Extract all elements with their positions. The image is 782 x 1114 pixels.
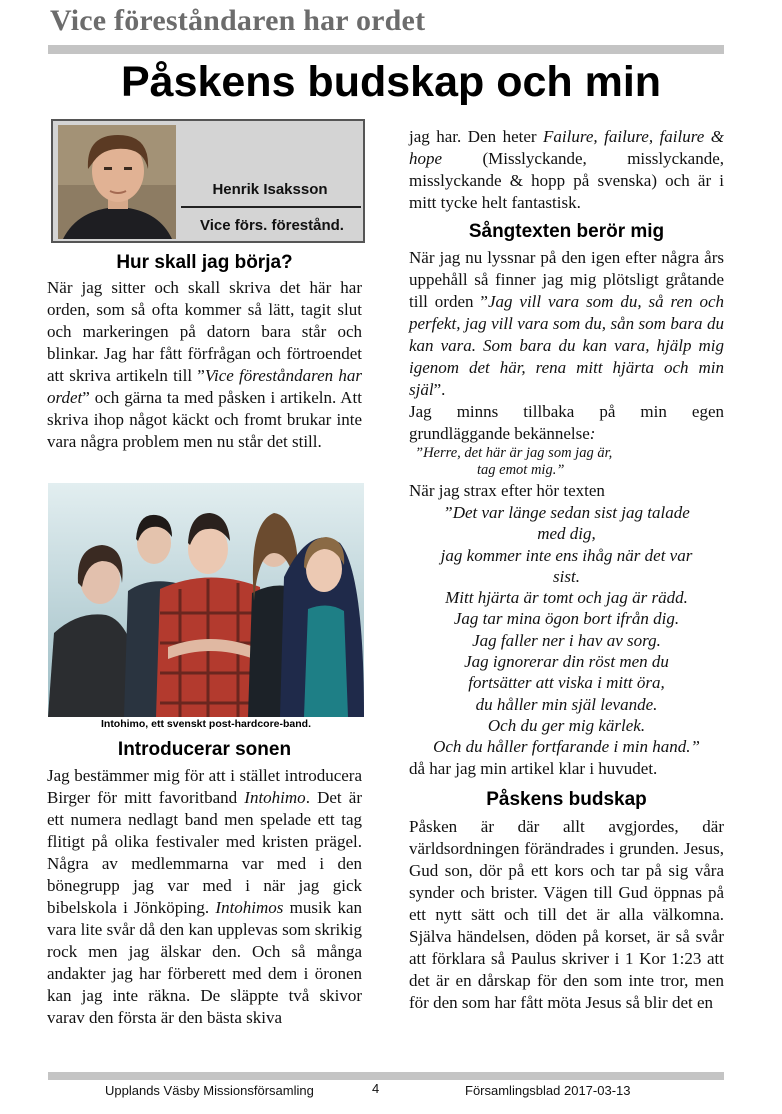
section-heading: Hur skall jag börja? [116,252,293,273]
author-role: Vice förs. förestånd. [200,217,344,234]
article-title: Påskens budskap och min [120,58,662,106]
lyric-line: jag kommer inte ens ihåg när det var [440,545,693,565]
emphasis: Intohimos [215,898,284,917]
lyrics-block [409,502,724,758]
text: jag har. Den heter [409,127,544,146]
lyric-line: Mitt hjärta är tomt och jag är rädd. [445,588,688,608]
author-portrait [58,125,176,239]
section-title: Vice föreståndaren har ordet [50,4,426,37]
author-box [51,119,365,243]
paragraph [47,765,362,1029]
text: När jag sitter och skall skriva det här har orden, som så ofta kommer så lätt, tagit slut och markeringen på datorn bara står och blinkar. Jag har fått förfrågan och förtroendet att skriva artikeln till ” [47,278,362,385]
text: (Misslyckande, misslyckande, misslyckande & hopp på svenska) och är i mitt tycke helt fantastisk. [409,149,724,212]
lyric-line: sist. [553,566,580,586]
paragraph [409,247,724,401]
creed-line: tag emot mig.” [477,462,565,478]
text: ”. [433,380,446,399]
emphasis: Intohimo [244,788,306,807]
footer-rule [48,1072,724,1080]
footer-issue: Församlingsblad 2017-03-13 [465,1083,631,1098]
section-heading: Sångtexten berör mig [468,221,665,242]
text: Jag bestämmer mig för att i stället introducera Birger för mitt favoritband [47,766,362,807]
header-rule [48,45,724,54]
lyric-line: med dig, [537,524,596,544]
section-heading: Introducerar sonen [117,739,292,760]
section-introduces-son [47,739,362,1029]
lyric-line: Jag ignorerar din röst men du [464,652,669,672]
text: : [589,424,596,443]
author-name: Henrik Isaksson [212,181,328,198]
emphasis: Failure, failure, failure & hope [409,127,724,168]
footer-church-name: Upplands Väsby Missionsförsamling [105,1083,314,1098]
creed-line: ”Herre, det här är jag som jag är, [415,445,613,461]
lyric-line: fortsätter att viska i mitt öra, [468,673,665,693]
text: Jag minns tillbaka på min egen grundläggande bekännelse [409,402,724,443]
lyric-line: Jag faller ner i hav av sorg. [472,630,661,650]
paragraph [409,126,724,214]
band-photo [48,483,364,717]
emphasis: Jag vill vara som du, så ren och perfekt, jag vill vara som du, sån som bara du kan vara. Som bara du kan vara, hjälp mig igenom det här, rena mitt hjärta och min själ [409,292,724,399]
text: . Det är ett numera nedlagt band men spelade ett tag flitigt på olika festivaler med kristen prägel. Några av medlemmarna var med i den bönegrupp jag var med i när jag gick bibelskola i Jönköping. [47,788,362,917]
right-column [409,126,724,1014]
paragraph [409,401,724,445]
paragraph [47,277,362,453]
paragraph: Påsken är där allt avgjordes, där världsordningen förändrades i grunden. Jesus, Gud son, dör på ett kors och tar på sig våra synder och brister. Vägen till Gud öppnas på ett nytt sätt och till det är alla välkomna. Själva händelsen, döden på korset, är så svår att förklara så Paulus skriver i 1 Kor 1:23 att det är en dårskap för den som inte tror, men för den som har fått möta Jesus så blir det en [409,816,724,1012]
paragraph: När jag strax efter hör texten [409,481,605,500]
emphasis: Vice föreståndaren har ordet [47,366,362,407]
lyric-line: Och du ger mig kärlek. [487,715,646,735]
section-how-start [47,252,362,453]
photo-caption: Intohimo, ett svenskt post-hardcore-band. [100,718,312,730]
text: ” och gärna ta med påsken i artikeln. Att skriva ihop något käckt och fromt brukar inte vara några problem men nu står det still. [47,388,362,451]
author-divider [181,206,361,208]
lyric-line: du håller min själ levande. [475,694,658,714]
page-number: 4 [372,1081,380,1096]
lyric-line: ”Det var länge sedan sist jag talade [443,503,690,522]
section-heading: Påskens budskap [486,788,647,810]
lyric-line: Jag tar mina ögon bort ifrån dig. [453,609,680,629]
text: musik kan vara lite svår då den kan upplevas som skrikig rock men jag älskar den. Och så många andakter jag har förberett med dem i öronen kan jag inte räkna. De släppte två skivor varav den första är den bästa skiva [47,898,362,1027]
lyric-line: Och du håller fortfarande i min hand.” [433,737,700,757]
text: När jag nu lyssnar på den igen efter några års uppehåll så finner jag mig plötsligt gråtande till orden ” [409,248,724,311]
paragraph: då har jag min artikel klar i huvudet. [409,758,658,778]
